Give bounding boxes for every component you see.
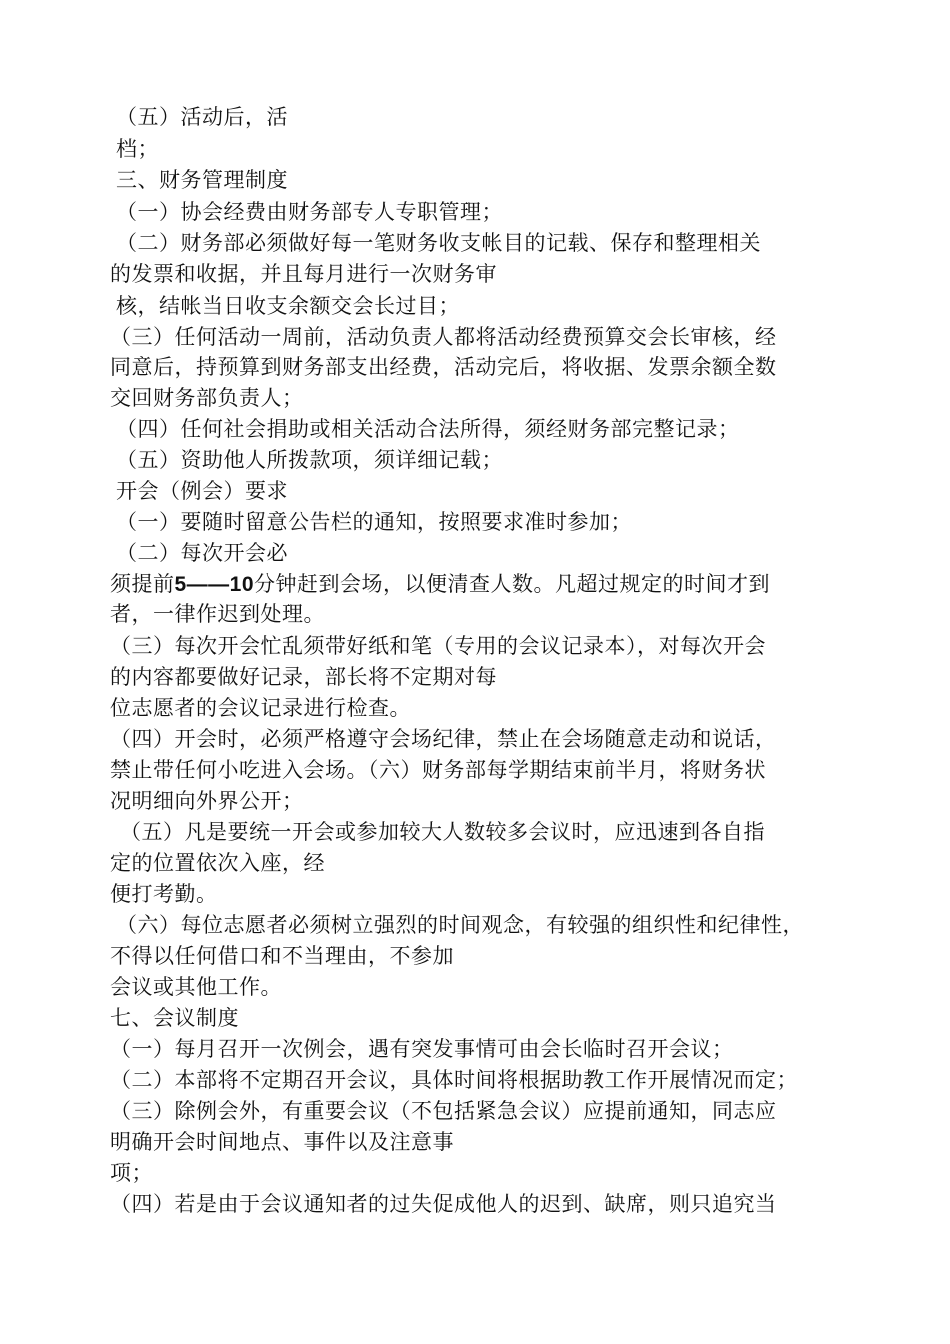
text-fragment: 须提前 bbox=[110, 572, 175, 596]
text-line: 核，结帐当日收支余额交会长过目； bbox=[116, 294, 460, 318]
text-line: 会议或其他工作。 bbox=[110, 975, 282, 999]
text-line: （三）每次开会忙乱须带好纸和笔（专用的会议记录本），对每次开会 bbox=[110, 634, 766, 658]
text-line bbox=[110, 570, 770, 599]
text-line: （二）每次开会必 bbox=[116, 541, 288, 565]
text-line: 况明细向外界公开； bbox=[110, 789, 304, 813]
text-line: 明确开会时间地点、事件以及注意事 bbox=[110, 1130, 454, 1154]
text-line: 禁止带任何小吃进入会场。（六）财务部每学期结束前半月，将财务状 bbox=[110, 758, 766, 782]
section-heading: 开会（例会）要求 bbox=[116, 479, 288, 503]
text-line: （四）开会时，必须严格遵守会场纪律，禁止在会场随意走动和说话， bbox=[110, 727, 777, 751]
text-line: 的发票和收据，并且每月进行一次财务审 bbox=[110, 262, 497, 286]
text-line: （六）每位志愿者必须树立强烈的时间观念，有较强的组织性和纪律性， bbox=[116, 913, 804, 937]
text-line: 定的位置依次入座，经 bbox=[110, 851, 325, 875]
text-line: （三）任何活动一周前，活动负责人都将活动经费预算交会长审核，经 bbox=[110, 325, 777, 349]
text-line: 便打考勤。 bbox=[110, 882, 218, 906]
section-heading: 三、财务管理制度 bbox=[116, 168, 288, 192]
text-line: （一）要随时留意公告栏的通知，按照要求准时参加； bbox=[116, 510, 632, 534]
text-line: 档； bbox=[116, 137, 159, 161]
text-line: （四）任何社会捐助或相关活动合法所得，须经财务部完整记录； bbox=[116, 417, 740, 441]
text-line: 交回财务部负责人； bbox=[110, 386, 304, 410]
text-line: 者，一律作迟到处理。 bbox=[110, 602, 325, 626]
text-line: （二）本部将不定期召开会议，具体时间将根据助教工作开展情况而定； bbox=[110, 1068, 798, 1092]
text-fragment: 分钟赶到会场，以便清查人数。凡超过规定的时间才到 bbox=[254, 572, 771, 596]
text-line: （一）协会经费由财务部专人专职管理； bbox=[116, 200, 503, 224]
text-line: （一）每月召开一次例会，遇有突发事情可由会长临时召开会议； bbox=[110, 1037, 734, 1061]
text-line: 项； bbox=[110, 1161, 153, 1185]
text-line: （五）凡是要统一开会或参加较大人数较多会议时，应迅速到各自指 bbox=[120, 820, 765, 844]
text-line: （五）活动后，活 bbox=[116, 105, 288, 129]
section-heading: 七、会议制度 bbox=[110, 1006, 239, 1030]
text-line: 位志愿者的会议记录进行检查。 bbox=[110, 696, 411, 720]
text-line: 同意后，持预算到财务部支出经费，活动完后，将收据、发票余额全数 bbox=[110, 355, 777, 379]
text-line: （四）若是由于会议通知者的过失促成他人的迟到、缺席，则只追究当 bbox=[110, 1192, 777, 1216]
text-line: （二）财务部必须做好每一笔财务收支帐目的记载、保存和整理相关 bbox=[116, 231, 761, 255]
text-line: 不得以任何借口和不当理由，不参加 bbox=[110, 944, 454, 968]
text-line: 的内容都要做好记录，部长将不定期对每 bbox=[110, 665, 497, 689]
text-line: （五）资助他人所拨款项，须详细记载； bbox=[116, 448, 503, 472]
time-range: 5——10 bbox=[174, 573, 255, 596]
text-line: （三）除例会外，有重要会议（不包括紧急会议）应提前通知，同志应 bbox=[110, 1099, 777, 1123]
